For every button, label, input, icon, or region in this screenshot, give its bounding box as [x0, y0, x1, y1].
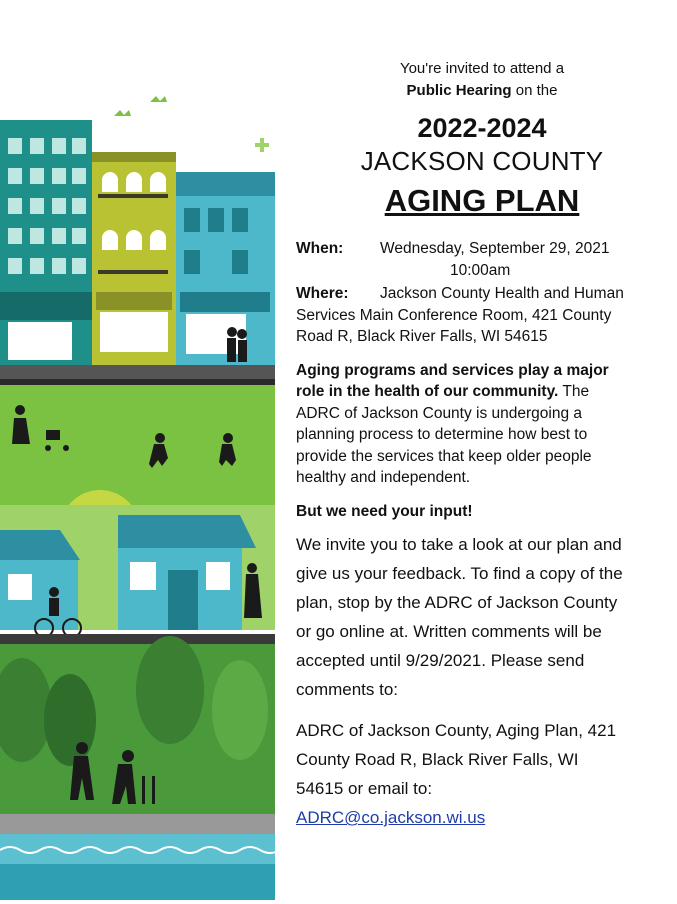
- feedback-line-6: comments to:: [296, 680, 399, 699]
- address-paragraph: [296, 716, 668, 832]
- when-date: Wednesday, September 29, 2021: [380, 240, 610, 257]
- public-hearing: Public Hearing: [406, 82, 512, 99]
- invite-on-the: on the: [511, 82, 558, 99]
- programs-bold-1: Aging programs and services play a major: [296, 361, 609, 379]
- when-label: When:: [296, 240, 344, 257]
- feedback-paragraph: [296, 530, 668, 704]
- where-line-1: Jackson County Health and Human: [380, 285, 624, 302]
- plan-title: AGING PLAN: [384, 183, 580, 218]
- programs-paragraph: [296, 360, 668, 489]
- where-line-3: Road R, Black River Falls, WI 54615: [296, 328, 548, 345]
- programs-rest-2: The: [558, 383, 590, 400]
- feedback-line-2: give us your feedback. To find a copy of the: [296, 564, 623, 583]
- programs-line-5: provide the services that keep older people: [296, 447, 592, 465]
- programs-line-4: planning process to determine how best to: [296, 426, 588, 443]
- address-line-3: 54615 or email to:: [296, 779, 433, 798]
- feedback-line-3: plan, stop by the ADRC of Jackson County: [296, 593, 618, 612]
- when-time: 10:00am: [450, 261, 511, 279]
- where-line-2: Services Main Conference Room, 421 County: [296, 306, 612, 324]
- invite-line-1: You're invited to attend a: [399, 60, 565, 77]
- house: [118, 515, 256, 548]
- where-row: [296, 283, 668, 305]
- address-line-2: County Road R, Black River Falls, WI: [296, 750, 579, 769]
- address-line-1: ADRC of Jackson County, Aging Plan, 421: [296, 721, 617, 740]
- sparkle-icon: [255, 138, 269, 152]
- bird-icon: [114, 110, 131, 116]
- where-label: Where:: [296, 285, 349, 302]
- programs-bold-2: role in the health of our community.: [296, 383, 559, 400]
- bird-icon: [150, 96, 167, 102]
- programs-line-3: ADRC of Jackson County is undergoing a: [296, 404, 583, 422]
- community-illustration: [0, 60, 275, 900]
- feedback-line-5: accepted until 9/29/2021. Please send: [296, 651, 585, 670]
- programs-line-6: healthy and independent.: [296, 469, 471, 486]
- county-name: JACKSON COUNTY: [360, 146, 604, 176]
- feedback-line-4: or go online at. Written comments will be: [296, 622, 602, 641]
- park: [0, 385, 275, 505]
- when-row: [296, 238, 668, 260]
- flyer-text: [296, 58, 668, 832]
- input-heading: But we need your input!: [296, 502, 473, 520]
- feedback-line-1: We invite you to take a look at our plan and: [296, 535, 622, 554]
- invite-line-2: [296, 80, 668, 102]
- email-link[interactable]: ADRC@co.jackson.wi.us: [296, 808, 486, 827]
- plan-years: 2022-2024: [417, 113, 547, 143]
